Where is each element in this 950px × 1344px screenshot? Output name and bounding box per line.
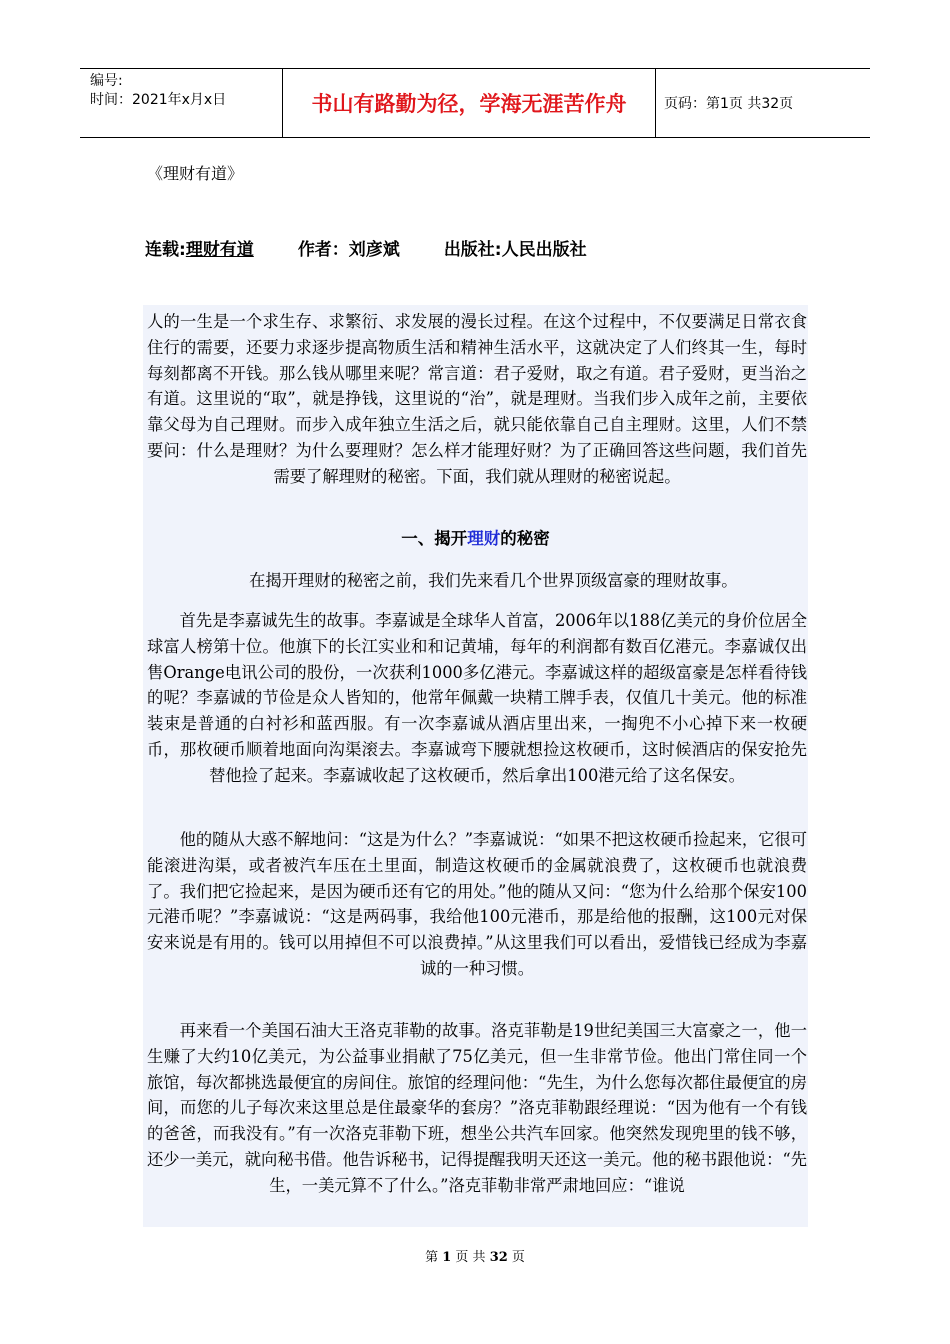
page-footer: [0, 1246, 950, 1265]
section-heading: [143, 525, 808, 549]
code-label: 编号:: [90, 73, 123, 89]
serial-name: 理财有道: [185, 240, 254, 260]
footer-suffix: 页: [511, 1250, 525, 1265]
author: 作者：刘彦斌: [297, 240, 400, 260]
book-meta: [145, 235, 587, 260]
paragraph-2: 首先是李嘉诚先生的故事。李嘉诚是全球华人首富，2006年以188亿美元的身价位居全球富人榜第十位。他旗下的长江实业和和记黄埔，每年的利润都有数百亿港元。李嘉诚仅出售Orange电讯公司的股份，一次获利1000多亿港元。李嘉诚这样的超级富豪是怎样看待钱的呢？李嘉诚的节俭是众人皆知的，他常年佩戴一块精工牌手表，仅值几十美元。他的标准装束是普通的白衬衫和蓝西服。有一次李嘉诚从酒店里出来，一掏兜不小心掉下来一枚硬币，那枚硬币顺着地面向沟渠滚去。李嘉诚弯下腰就想捡这枚硬币，这时候酒店的保安抢先替他捡了起来。李嘉诚收起了这枚硬币，然后拿出100港元给了这名保安。: [147, 611, 807, 785]
section-heading-highlight: 理财: [467, 529, 501, 548]
footer-prefix: 第: [425, 1250, 439, 1265]
serial-prefix: 连载:: [145, 240, 186, 260]
header-motto: 书山有路勤为径，学海无涯苦作舟: [283, 69, 656, 137]
paragraph-3: 他的随从大惑不解地问：“这是为什么？”李嘉诚说：“如果不把这枚硬币捡起来，它很可能滚进沟渠，或者被汽车压在土里面，制造这枚硬币的金属就浪费了，这枚硬币也就浪费了。我们把它捡起来，是因为硬币还有它的用处。”他的随从又问：“您为什么给那个保安100元港币呢？”李嘉诚说：“这是两码事，我给他100元港币，那是给他的报酬，这100元对保安来说是有用的。钱可以用掉但不可以浪费掉。”从这里我们可以看出，爱惜钱已经成为李嘉诚的一种习惯。: [147, 830, 807, 978]
document-title: 《理财有道》: [147, 164, 244, 183]
footer-middle: 页 共: [455, 1250, 486, 1265]
footer-total-pages: 32: [489, 1250, 508, 1265]
intro-paragraph: 人的一生是一个求生存、求繁衍、求发展的漫长过程。在这个过程中，不仅要满足日常衣食住行的需要，还要力求逐步提高物质生活和精神生活水平，这就决定了人们终其一生，每时每刻都离不开钱。那么钱从哪里来呢？常言道：君子爱财，取之有道。君子爱财，更当治之有道。这里说的“取”，就是挣钱，这里说的“治”，就是理财。当我们步入成年之前，主要依靠父母为自己理财。而步入成年独立生活之后，就只能依靠自己自主理财。这里，人们不禁要问：什么是理财？为什么要理财？怎么样才能理好财？为了正确回答这些问题，我们首先需要了解理财的秘密。下面，我们就从理财的秘密说起。: [147, 312, 807, 486]
header-meta-cell: [80, 69, 283, 137]
footer-page-number: 1: [442, 1250, 452, 1265]
paragraph-4: 再来看一个美国石油大王洛克菲勒的故事。洛克菲勒是19世纪美国三大富豪之一，他一生赚了大约10亿美元，为公益事业捐献了75亿美元，但一生非常节俭。他出门常住同一个旅馆，每次都挑选最便宜的房间住。旅馆的经理问他：“先生，为什么您每次都住最便宜的房间，而您的儿子每次来这里总是住最豪华的套房？”洛克菲勒跟经理说：“因为他有一个有钱的爸爸，而我没有。”有一次洛克菲勒下班，想坐公共汽车回家。他突然发现兜里的钱不够，还少一美元，就向秘书借。他告诉秘书，记得提醒我明天还这一美元。他的秘书跟他说：“先生，一美元算不了什么。”洛克菲勒非常严肃地回应：“谁说: [147, 1021, 807, 1195]
section-heading-prefix: 一、揭开: [401, 529, 468, 548]
section-heading-suffix: 的秘密: [500, 529, 550, 548]
time-label: 时间：2021年x月x日: [90, 92, 227, 108]
paragraph-1: 在揭开理财的秘密之前，我们先来看几个世界顶级富豪的理财故事。: [249, 571, 738, 590]
page-header: [80, 68, 870, 138]
publisher: 出版社:人民出版社: [443, 240, 587, 260]
header-page-info: 页码：第1页 共32页: [664, 96, 794, 112]
